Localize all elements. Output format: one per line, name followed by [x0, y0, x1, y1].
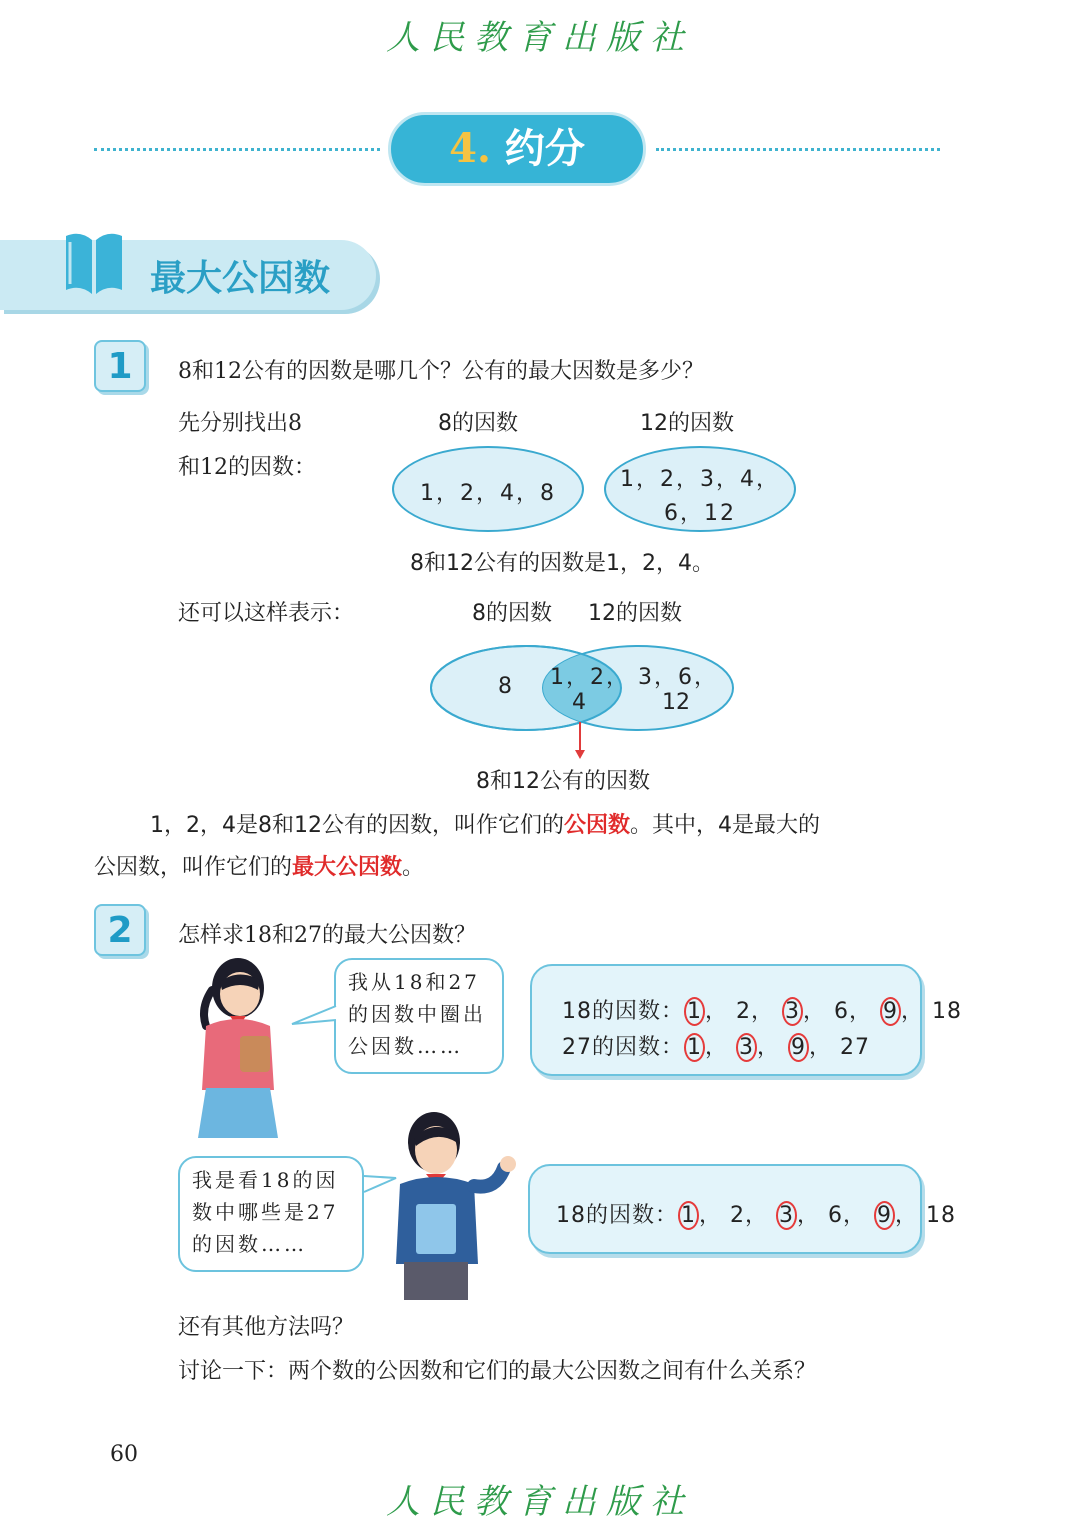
venn-common-line-2: 4	[572, 690, 586, 715]
instruction-line-1: 先分别找出8	[178, 411, 302, 436]
definition-text-2: 。其中，4是最大的	[630, 813, 820, 838]
publisher-logo-footer: 人民教育出版社	[386, 1482, 694, 1522]
chapter-number: 4.	[449, 125, 491, 172]
factor-ring: 9	[874, 1201, 895, 1230]
factor: 18	[932, 999, 962, 1024]
book-icon	[62, 228, 126, 298]
label-factors-8: 8的因数	[438, 411, 518, 436]
method-1-label-18: 18的因数：	[562, 999, 684, 1024]
girl-illustration	[186, 950, 290, 1146]
factors-8-text: 1，2，4，8	[420, 481, 556, 506]
definition-text-1: 1，2，4是8和12公有的因数，叫作它们的	[150, 813, 564, 838]
chapter-title	[388, 112, 646, 186]
boy-bubble-tail	[362, 1172, 398, 1196]
arrow-down-icon	[572, 722, 588, 760]
factor: 2	[736, 999, 751, 1024]
factor-ring: 9	[880, 997, 901, 1026]
definition-text-4: 。	[402, 855, 425, 880]
venn-only-8: 8	[498, 674, 512, 699]
girl-speech-bubble	[334, 958, 504, 1074]
boy-bubble-line-3: 的因数……	[192, 1232, 307, 1256]
factor: 27	[840, 1035, 870, 1060]
example-2-question: 怎样求18和27的最大公因数？	[178, 923, 476, 948]
publisher-logo-header: 人民教育出版社	[386, 18, 694, 58]
example-2-badge: 2	[94, 904, 146, 956]
factor-ring: 3	[776, 1201, 797, 1230]
definition-line-1	[150, 808, 820, 839]
discussion-prompt: 讨论一下：两个数的公因数和它们的最大公因数之间有什么关系？	[178, 1359, 817, 1384]
girl-bubble-tail	[290, 1004, 338, 1028]
title-dots-right	[656, 148, 940, 151]
alternative-intro: 还可以这样表示：	[178, 601, 355, 626]
method-1-label-27: 27的因数：	[562, 1035, 684, 1060]
other-methods-question: 还有其他方法吗？	[178, 1315, 355, 1340]
example-1-badge: 1	[94, 340, 146, 392]
boy-bubble-line-2: 数中哪些是27	[192, 1200, 339, 1224]
girl-bubble-line-1: 我从18和27	[348, 970, 480, 994]
method-1-row-27: 27的因数： 1 ， 3 ， 9 ， 27	[562, 1035, 870, 1060]
venn-only-12-line-1: 3，6，	[638, 665, 718, 690]
factors-12-line-1: 1，2，3，4，	[620, 467, 780, 492]
section-title: 最大公因数	[150, 257, 331, 299]
factor-ring: 3	[782, 997, 803, 1026]
label-factors-12: 12的因数	[640, 411, 734, 436]
venn-common-line-1: 1，2，	[550, 665, 630, 690]
instruction-line-2: 和12的因数：	[178, 455, 316, 480]
factor: 6	[834, 999, 849, 1024]
common-factors-statement: 8和12公有的因数是1，2，4。	[410, 551, 714, 576]
venn-label-8: 8的因数	[472, 601, 552, 626]
factor-ring: 9	[788, 1033, 809, 1062]
girl-bubble-line-2: 的因数中圈出	[348, 1002, 486, 1026]
method-2-label-18: 18的因数：	[556, 1203, 678, 1228]
venn-label-12: 12的因数	[588, 601, 682, 626]
factor-ring: 3	[736, 1033, 757, 1062]
factor-ring: 1	[684, 1033, 705, 1062]
page-number: 60	[110, 1442, 138, 1467]
definition-text-3: 公因数，叫作它们的	[94, 855, 293, 880]
venn-only-12-line-2: 12	[662, 690, 690, 715]
factor: 2	[730, 1203, 745, 1228]
girl-bubble-line-3: 公因数……	[348, 1034, 463, 1058]
title-dots-left	[94, 148, 380, 151]
chapter-name: 约分	[504, 125, 585, 172]
factor: 6	[828, 1203, 843, 1228]
venn-caption: 8和12公有的因数	[476, 769, 650, 794]
factor-ring: 1	[684, 997, 705, 1026]
term-greatest-common-factor: 最大公因数	[292, 855, 403, 880]
factor-ring: 1	[678, 1201, 699, 1230]
boy-speech-bubble	[178, 1156, 364, 1272]
boy-illustration	[386, 1104, 522, 1300]
factor: 18	[926, 1203, 956, 1228]
boy-bubble-line-1: 我是看18的因	[192, 1168, 339, 1192]
definition-line-2	[94, 850, 424, 881]
method-1-row-18: 18的因数： 1 ， 2， 3 ， 6， 9 ， 18	[562, 999, 962, 1024]
example-1-question: 8和12公有的因数是哪几个？公有的最大因数是多少？	[178, 359, 704, 384]
factors-12-line-2: 6，12	[664, 501, 736, 526]
method-2-row-18: 18的因数： 1 ， 2， 3 ， 6， 9 ， 18	[556, 1203, 956, 1228]
term-common-factor: 公因数	[563, 813, 630, 838]
